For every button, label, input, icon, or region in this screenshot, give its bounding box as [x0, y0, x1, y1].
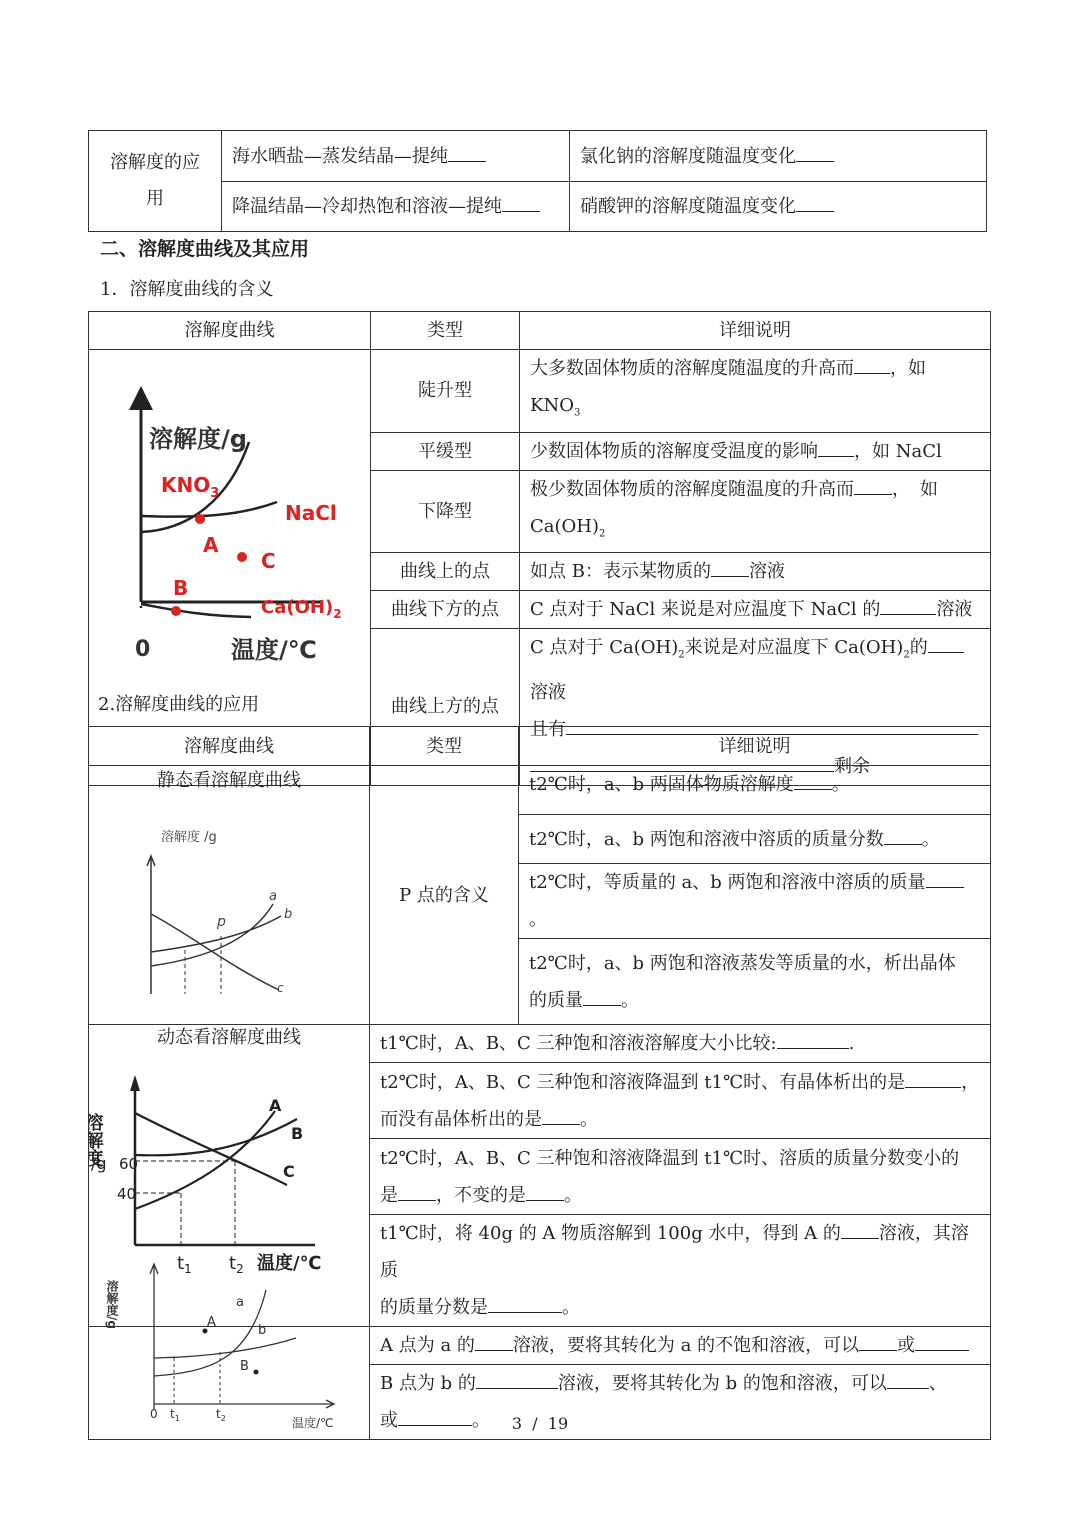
type-text: 曲线下方的点	[391, 599, 499, 621]
caoh2-label: $Ca(OH)_2$	[261, 597, 342, 621]
y-axis-label: 溶解度/g	[105, 1280, 119, 1329]
detail-text: B 点为 b 的	[380, 1373, 476, 1394]
detail-text: 。	[564, 1184, 582, 1206]
point-a	[195, 514, 205, 524]
answer-blank[interactable]	[887, 1370, 929, 1389]
detail-text: 溶液，要将其转化为 a 的不饱和溶液，可以	[512, 1335, 860, 1356]
cell-text: 海水晒盐—蒸发结晶—提纯	[232, 145, 448, 167]
answer-blank[interactable]	[880, 596, 936, 615]
cell-text: 降温结晶—冷却热饱和溶液—提纯	[232, 196, 502, 217]
ab-point-figure	[88, 1262, 358, 1442]
detail-cell	[520, 470, 991, 553]
detail-text: 少数固体物质的溶解度受温度的影响	[530, 440, 818, 462]
type-cell	[371, 470, 520, 553]
detail-cell	[370, 1139, 991, 1215]
detail-text: C 点对于 NaCl 来说是对应温度下 NaCl 的	[530, 599, 881, 621]
detail-text: 大多数固体物质的溶解度随温度的升高而	[530, 358, 854, 379]
answer-blank[interactable]	[398, 1407, 472, 1426]
detail-text: 或	[380, 1410, 398, 1431]
detail-text: Ca(OH)	[530, 515, 600, 537]
detail-text: t2℃时，a、b 两饱和溶液中溶质的质量分数	[529, 828, 884, 850]
curve-c-label: C	[283, 1162, 295, 1181]
curve-c-label: c	[277, 981, 284, 994]
type-text: 曲线上方的点	[391, 696, 499, 718]
origin-label: 0	[135, 637, 151, 662]
y-axis-label: 溶解度	[89, 1113, 104, 1167]
detail-cell	[520, 350, 991, 433]
detail-text: ，	[961, 1071, 980, 1093]
curve-a	[154, 1290, 266, 1376]
detail-cell	[520, 591, 991, 629]
detail-text: 而没有晶体析出的是	[380, 1108, 542, 1130]
answer-blank[interactable]	[915, 1332, 969, 1351]
point-a-label: A	[203, 533, 219, 557]
detail-text: 。	[472, 1410, 490, 1431]
subsection-title: 1．溶解度曲线的含义	[100, 279, 274, 300]
kno3-label: $KNO_3$	[161, 473, 220, 501]
nacl-label: NaCl	[285, 501, 337, 525]
type-cell	[371, 553, 520, 591]
detail-cell	[370, 1063, 991, 1139]
subsection-title: 2.溶解度曲线的应用	[98, 694, 260, 715]
curve-b	[151, 916, 281, 952]
detail-text: 。	[621, 989, 639, 1011]
detail-text: 或	[897, 1335, 916, 1356]
detail-text: 来说是对应温度下 Ca(OH)	[684, 637, 904, 659]
answer-blank[interactable]	[583, 987, 621, 1006]
header-cell	[520, 312, 991, 350]
type-text: 曲线上的点	[400, 561, 490, 583]
answer-blank[interactable]	[448, 143, 486, 162]
type-cell	[371, 432, 520, 470]
figure-cell	[89, 766, 370, 1025]
point-b-label: B	[240, 1359, 249, 1374]
detail-text: .	[848, 1033, 855, 1054]
answer-blank[interactable]	[475, 1332, 513, 1351]
curve-a-label: a	[269, 889, 277, 904]
detail-cell	[519, 766, 991, 815]
detail-text: t2℃时，等质量的 a、b 两饱和溶液中溶质的质量	[529, 872, 926, 893]
detail-cell	[519, 864, 991, 939]
detail-text: 溶液，要将其转化为 b 的饱和溶液，可以	[557, 1373, 887, 1394]
curve-b	[154, 1338, 296, 1358]
answer-blank[interactable]	[841, 1220, 879, 1239]
detail-text: 是	[380, 1184, 398, 1206]
detail-text: t1℃时，将 40g 的 A 物质溶解到 100g 水中，得到 A 的	[380, 1223, 841, 1244]
page-number: 3 / 19	[511, 1414, 569, 1433]
x-axis-label: 温度/℃	[257, 1253, 322, 1274]
cell	[222, 182, 570, 232]
header-text: 详细说明	[718, 735, 791, 757]
solubility-curve-figure	[89, 350, 371, 688]
detail-cell	[520, 432, 991, 470]
detail-text: 的质量分数是	[380, 1297, 488, 1318]
answer-blank[interactable]	[796, 193, 834, 212]
detail-text: 溶液，其溶质	[380, 1223, 969, 1281]
detail-text: A 点为 a 的	[380, 1335, 475, 1356]
dynamic-curve-figure	[89, 1051, 370, 1281]
curve-a	[151, 904, 273, 966]
row-head-text: 溶解度的应用	[110, 152, 200, 209]
detail-text: 溶液	[936, 599, 973, 621]
detail-cell	[370, 1365, 991, 1440]
type-text: 平缓型	[418, 440, 472, 462]
curve-a	[135, 1111, 275, 1209]
dynamic-title: 动态看溶解度曲线	[157, 1027, 301, 1048]
t1-label: $t_1$	[170, 1407, 180, 1423]
detail-text: 的质量	[529, 989, 583, 1011]
answer-blank[interactable]	[926, 869, 964, 888]
answer-blank[interactable]	[854, 476, 892, 495]
header-cell	[519, 727, 991, 766]
y-tick-40: 40	[117, 1185, 137, 1203]
type-text: 陡升型	[418, 380, 472, 402]
curve-a-label: A	[269, 1096, 282, 1115]
detail-text: 极少数固体物质的溶解度随温度的升高而	[530, 478, 854, 500]
cell	[570, 182, 987, 232]
header-text: 溶解度曲线	[184, 320, 275, 341]
point-b	[171, 606, 181, 616]
y-axis-label: 溶解度/g	[149, 425, 247, 453]
t2-label: $t_2$	[216, 1407, 226, 1423]
answer-blank[interactable]	[859, 1332, 897, 1351]
detail-text: 溶液	[530, 681, 566, 703]
header-cell	[371, 312, 520, 350]
section-title: 二、溶解度曲线及其应用	[100, 238, 310, 260]
answer-blank[interactable]	[542, 1106, 580, 1125]
t1-label: $t_1$	[177, 1253, 192, 1276]
header-cell	[89, 727, 370, 766]
static-title: 静态看溶解度曲线	[157, 770, 301, 791]
y-unit: /g	[91, 1154, 107, 1173]
point-p-label: p	[217, 914, 226, 930]
point-c-label: C	[261, 549, 276, 573]
subscript: 2	[678, 649, 685, 661]
y-axis-label: 溶解度 /g	[161, 830, 217, 845]
detail-text: 溶液	[748, 561, 785, 583]
answer-blank[interactable]	[488, 1294, 562, 1313]
detail-text: ，如	[892, 478, 948, 500]
point-b-label: B	[173, 576, 189, 600]
answer-blank[interactable]	[502, 193, 540, 212]
type-cell	[370, 766, 519, 1025]
subscript: 3	[573, 407, 581, 419]
answer-blank[interactable]	[884, 826, 922, 845]
origin-label: 0	[150, 1407, 158, 1421]
answer-blank[interactable]	[905, 1069, 961, 1088]
detail-text: 。	[562, 1297, 580, 1318]
static-curve-figure	[89, 794, 370, 994]
type-cell	[371, 350, 520, 433]
detail-text: 。	[529, 909, 547, 930]
application-table	[88, 130, 987, 232]
answer-blank[interactable]	[854, 355, 890, 374]
detail-text: 。	[580, 1108, 598, 1130]
answer-blank[interactable]	[526, 1182, 564, 1201]
y-tick-60: 60	[119, 1155, 139, 1173]
detail-text: t2℃时，A、B、C 三种饱和溶液降温到 t1℃时、有晶体析出的是	[380, 1071, 906, 1093]
detail-text: 的	[909, 637, 928, 659]
detail-text: 且有	[530, 718, 566, 740]
detail-text: ，如 KNO	[530, 358, 926, 416]
detail-cell	[370, 1025, 991, 1063]
header-text: 溶解度曲线	[184, 735, 274, 757]
subscript: 2	[599, 528, 606, 540]
answer-blank[interactable]	[476, 1370, 558, 1389]
detail-text: 、	[928, 1373, 947, 1394]
detail-cell	[519, 815, 991, 864]
detail-text: 。	[831, 774, 850, 795]
answer-blank[interactable]	[398, 1182, 436, 1201]
curve-a-label: a	[236, 1295, 244, 1310]
detail-text: 如点 B：表示某物质的	[530, 561, 711, 583]
detail-text: t2℃时，A、B、C 三种饱和溶液降温到 t1℃时、溶质的质量分数变小的	[380, 1147, 960, 1169]
answer-blank[interactable]	[818, 438, 854, 457]
detail-cell	[519, 939, 991, 1025]
detail-text: ，如 NaCl	[854, 440, 942, 462]
detail-cell	[370, 1327, 991, 1365]
detail-text: C 点对于 Ca(OH)	[530, 637, 679, 659]
detail-text: t2℃时，a、b 两饱和溶液蒸发等质量的水，析出晶体	[529, 952, 956, 974]
caoh2-curve	[141, 604, 251, 617]
header-text: 类型	[426, 735, 462, 757]
type-text: 下降型	[418, 500, 472, 522]
answer-blank[interactable]	[928, 634, 964, 653]
detail-cell	[520, 553, 991, 591]
detail-text: 剩余	[834, 755, 870, 777]
point-b	[254, 1370, 259, 1375]
subscript: 2	[903, 649, 910, 661]
x-axis-label: 温度/℃	[231, 636, 317, 664]
type-text: P 点的含义	[399, 884, 489, 906]
curve-b-label: B	[291, 1124, 304, 1143]
point-a-label: A	[207, 1315, 216, 1330]
cell	[222, 131, 570, 182]
cell-text: 硝酸钾的溶解度随温度变化	[580, 196, 796, 217]
t2-label: $t_2$	[229, 1253, 244, 1276]
detail-text: ，不变的是	[436, 1184, 526, 1206]
answer-blank[interactable]	[711, 558, 749, 577]
header-cell	[370, 727, 519, 766]
cell	[570, 131, 987, 182]
point-c	[237, 552, 247, 562]
x-axis-label: 温度/℃	[292, 1416, 334, 1430]
curve-b-label: b	[284, 907, 293, 922]
answer-blank[interactable]	[794, 771, 832, 790]
figure-cell	[89, 350, 371, 786]
detail-text: t2℃时，a、b 两固体物质溶解度	[529, 774, 794, 795]
type-cell	[371, 591, 520, 629]
header-cell	[89, 312, 371, 350]
answer-blank[interactable]	[796, 143, 834, 162]
detail-text: 。	[921, 828, 940, 850]
detail-cell	[370, 1215, 991, 1327]
header-text: 详细说明	[719, 320, 791, 341]
header-text: 类型	[427, 320, 463, 341]
detail-text: t1℃时，A、B、C 三种饱和溶液溶解度大小比较:	[380, 1033, 777, 1054]
curve-c	[151, 914, 279, 990]
curve-b-label: b	[258, 1323, 267, 1338]
row-head-cell	[89, 131, 222, 232]
cell-text: 氯化钠的溶解度随温度变化	[580, 145, 796, 167]
answer-blank[interactable]	[777, 1030, 849, 1049]
